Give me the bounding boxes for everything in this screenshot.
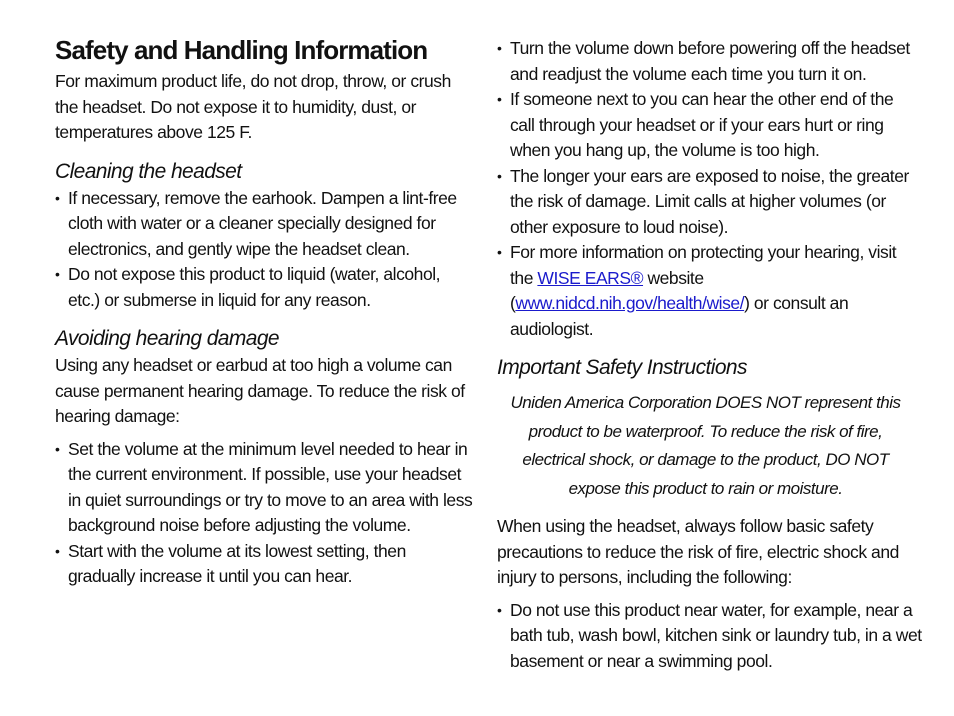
hearing-list <box>55 437 475 590</box>
wise-ears-link[interactable]: WISE EARS® <box>537 267 644 288</box>
hearing-heading: Avoiding hearing damage <box>55 327 279 350</box>
list-item: • Set the volume at the minimum level needed to hear in the current environment. If possible, use your headset in quiet surroundings or try to move to an area with less background noise before adjusting the volume. <box>55 437 475 539</box>
page-title: Safety and Handling Information <box>55 35 428 65</box>
list-item: • Do not expose this product to liquid (water, alcohol, etc.) or submerse in liquid for any reason. <box>55 262 475 313</box>
list-item: • Do not use this product near water, for example, near a bath tub, wash bowl, kitchen sink or laundry tub, in a wet basement or near a swimming pool. <box>497 598 922 675</box>
more-info-middle: website ( <box>510 267 704 313</box>
safety-list <box>497 598 922 675</box>
cleaning-heading: Cleaning the headset <box>55 159 242 183</box>
list-item: • If necessary, remove the earhook. Dampen a lint-free cloth with water or a cleaner specially designed for electronics, and gently wipe the headset clean. <box>55 186 475 263</box>
left-column <box>55 32 475 590</box>
hearing-intro: Using any headset or earbud at too high a volume can cause permanent hearing damage. To reduce the risk of hearing damage: <box>55 355 465 426</box>
waterproof-notice: Uniden America Corporation DOES NOT represent this product to be waterproof. To reduce the risk of fire, electrical shock, or damage to the product, DO NOT expose this product to rain or moisture. <box>510 393 901 498</box>
list-item: • Turn the volume down before powering off the headset and readjust the volume each time you turn it on. <box>497 36 922 87</box>
nidcd-website-link[interactable]: www.nidcd.nih.gov/health/wise/ <box>515 293 745 313</box>
more-info-suffix: ) or consult an audiologist. <box>510 293 849 339</box>
safety-intro: When using the headset, always follow basic safety precautions to reduce the risk of fire, electric shock and injury to persons, including the following: <box>497 516 899 587</box>
intro-paragraph: For maximum product life, do not drop, throw, or crush the headset. Do not expose it to humidity, dust, or temperatures above 125 F. <box>55 71 451 142</box>
cleaning-list <box>55 186 475 314</box>
list-item-more-info <box>497 240 922 342</box>
right-column <box>497 36 922 674</box>
hearing-list-continued <box>497 36 922 342</box>
list-item: • Start with the volume at its lowest setting, then gradually increase it until you can hear. <box>55 539 475 590</box>
more-info-prefix: For more information on protecting your hearing, visit the <box>510 242 897 288</box>
list-item: • The longer your ears are exposed to noise, the greater the risk of damage. Limit calls at higher volumes (or other exposure to loud noise). <box>497 164 922 241</box>
safety-heading: Important Safety Instructions <box>497 356 747 379</box>
list-item: • If someone next to you can hear the other end of the call through your headset or if your ears hurt or ring when you hang up, the volume is too high. <box>497 87 922 164</box>
